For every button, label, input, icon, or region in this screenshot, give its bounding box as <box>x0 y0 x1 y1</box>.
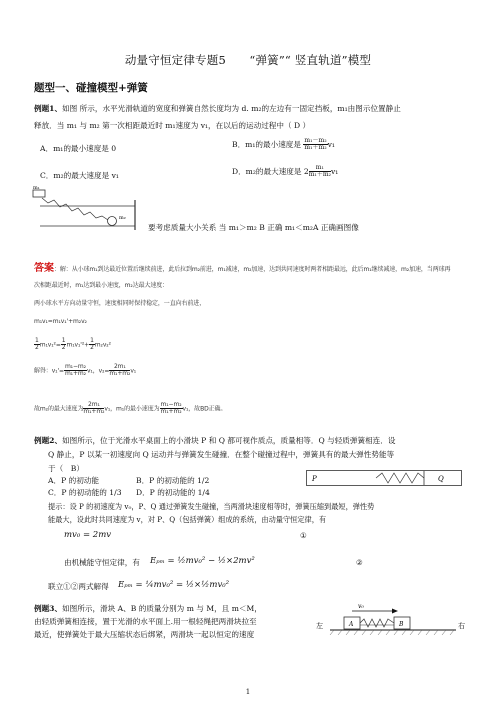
answer-line7 <box>34 402 226 416</box>
solve-frac2-num: 2m₁ <box>109 364 130 371</box>
page-number: 1 <box>245 688 251 696</box>
label-left: 左 <box>316 622 323 630</box>
ball-m2 <box>108 217 117 226</box>
ex1-option-d <box>232 165 338 179</box>
conclude-frac2-den: m₁+m₂ <box>160 408 182 416</box>
answer-line4: m₁v₁=m₁v₁'+m₂v₂ <box>34 318 87 325</box>
ex1-optb-post: v₁ <box>327 139 335 149</box>
solve-frac1-den: m₁+m₂ <box>64 370 86 378</box>
label-m2: m₂ <box>119 215 126 221</box>
solve-frac2 <box>109 364 130 378</box>
answer-line1: ：解：从小球m₁到达最近位置后继续前进，此后拉到m₂前进，m₁减速，m₂加速，达到共同速度时两者相距最远，此后m₁继续减速，m₂加速，当两球再 <box>54 266 451 273</box>
conclude-frac2-num: m₁−m₂ <box>160 401 182 408</box>
ex2-eq1: mv₀ = 2mv <box>64 530 112 540</box>
ex2-eq2: Eₚₘ = ½mv₀² − ½×2mv² <box>150 556 255 566</box>
ex1-figure <box>30 186 140 230</box>
solve-mid: v₁，v₂= <box>86 367 110 375</box>
label-a: A <box>349 621 354 628</box>
half-1-num: 1 <box>35 337 39 344</box>
solve-frac2-den: m₁+m₂ <box>109 370 131 378</box>
ex3-line2: 由轻质弹簧相连接，置于光滑的水平面上.用一根轻绳把两滑块拉至 <box>34 617 257 626</box>
solve-frac1 <box>64 364 87 378</box>
ex3-line1 <box>34 604 262 613</box>
ex1-optd-den: m₁＋m₂ <box>308 171 331 179</box>
ex1-optd-num: m₁ <box>309 165 331 172</box>
ex2-text1: 如图所示，位于光滑水平桌面上的小滑块 P 和 Q 都可视作质点，质量相等．Q 与轻质弹簧相连．设 <box>62 436 396 445</box>
ex3-figure <box>316 598 466 646</box>
answer-line5 <box>34 338 111 352</box>
half-2: $\frac{1}{2}$ <box>61 337 66 352</box>
solve-frac1-num: m₁−m₂ <box>64 363 86 370</box>
conclude-frac1-den: m₁+m₂ <box>83 408 105 416</box>
answer-line3: 两小球水平方向动量守恒，速度相同时保持稳定，一直向右前进， <box>34 300 206 307</box>
conclude-pre: 故m₂的最大速度为 <box>34 405 84 413</box>
answer-line2: 次相距最近时，m₁达到最小速度，m₂达最大速度： <box>34 282 169 289</box>
ex1-optd-post: v₁ <box>330 166 339 176</box>
ex2-option-a: A．P 的初动能 <box>48 476 99 485</box>
ex1-option-c: C．m₂的最大速度是 v₁ <box>40 171 119 180</box>
label-right: 右 <box>458 622 465 630</box>
block-m1 <box>33 190 45 197</box>
ex2-line3: 于（ B） <box>48 464 84 473</box>
energy-mid: m₁v₁'²+ <box>66 341 90 349</box>
label-m1: m₁ <box>33 185 40 191</box>
energy-right: m₂v₂² <box>94 341 111 349</box>
ex2-eq2-pre: 由机械能守恒定律，有 <box>64 558 140 567</box>
ex1-label: 例题1、 <box>34 104 63 113</box>
answer-line6 <box>34 364 136 378</box>
ex2-eq3-pre: 联立①②两式解得 <box>48 582 109 591</box>
ex1-optb-den: m₁＋m₂ <box>304 144 327 152</box>
label-p: P <box>312 475 317 483</box>
ex1-optb-num: m₁－m₂ <box>304 137 327 144</box>
ex1-line1 <box>34 104 401 113</box>
label-q: Q <box>438 475 444 483</box>
arrowhead <box>392 609 398 614</box>
ex1-line2: 释放．当 m₁ 与 m₂ 第一次相距最近时 m₁速度为 v₁，在以后的运动过程中（ D ） <box>34 121 311 130</box>
conclude-frac1-num: 2m₁ <box>83 402 104 409</box>
ex1-text1: 如图 所示，水平光滑轨道的宽度和弹簧自然长度均为 d. m₂的左边有一固定挡板，m₁由图示位置静止 <box>62 104 401 113</box>
solve-pre: 解得：v₁'= <box>34 367 64 375</box>
energy-left: m₁v₁²= <box>39 341 61 349</box>
ex2-option-c: C．P 的初动能的 1/3 <box>48 488 122 497</box>
ex2-line2: Q 静止，P 以某一初速度向 Q 运动并与弹簧发生碰撞．在整个碰撞过程中，弹簧具有的最大弹性势能等 <box>48 450 395 459</box>
ex2-eq3: Eₚₘ = ¼mv₀² = ½×½mv₀² <box>118 580 230 590</box>
ex2-eq1-no: ① <box>300 531 307 540</box>
spring-ab <box>360 619 394 627</box>
spring <box>42 198 108 220</box>
half-1: $\frac{1}{2}$ <box>35 337 39 352</box>
half-3-num: 1 <box>90 337 94 344</box>
ex2-figure <box>306 470 462 486</box>
conclude-frac1 <box>83 402 104 416</box>
ex2-hint1: 提示：设 P 的初速度为 v₀，P、Q 通过弹簧发生碰撞，当两滑块速度相等时，弹簧压缩到最短，弹性势 <box>48 502 375 511</box>
ex1-optb-pre: B．m₁的最小速度是 <box>232 139 301 149</box>
ex1-optb-fraction <box>303 138 327 152</box>
ex2-label: 例题2、 <box>34 436 63 445</box>
solve-post: v₁ <box>130 367 137 375</box>
section-heading: 题型一、碰撞模型+弹簧 <box>34 82 148 94</box>
conclude-frac2 <box>160 402 183 416</box>
ground-hatch <box>330 630 454 635</box>
half-3: $\frac{1}{2}$ <box>90 337 94 352</box>
ex2-hint2: 能最大，设此时共同速度为 v，对 P、Q（包括弹簧）组成的系统，由动量守恒定律，有 <box>48 515 327 524</box>
label-v0: v₀ <box>358 603 364 610</box>
answer-1 <box>34 256 450 275</box>
ex3-label: 例题3、 <box>34 604 63 613</box>
ex3-text1: 如图所示，滑块 A、B 的质量分别为 m 与 M，且 m＜M， <box>62 604 262 613</box>
ex2-eq2-no: ② <box>356 558 363 567</box>
label-b: B <box>399 621 404 628</box>
ex3-line3: 最近，使弹簧处于最大压缩状态后绑紧，两滑块一起以恒定的速度 <box>34 630 255 639</box>
ex1-option-a: A．m₁的最小速度是 0 <box>40 144 117 153</box>
conclude-post: v₁，故BD正确。 <box>182 405 227 413</box>
ex1-optd-fraction <box>309 165 331 179</box>
ex1-optd-pre: D．m₂的最大速度是 2 <box>232 166 309 176</box>
half-2-num: 1 <box>61 337 66 344</box>
ex2-option-b: B．P 的初动能的 1/2 <box>136 476 210 485</box>
ex2-option-d: D．P 的初动能的 1/4 <box>136 488 210 497</box>
conclude-mid: v₁，m₁的最小速度为 <box>104 405 160 413</box>
ex2-line1 <box>34 436 395 445</box>
answer-tag: 答案 <box>34 263 54 274</box>
ex1-note: 要考虑质量大小关系 当 m₁＞m₂ B 正确 m₁＜m₂A 正确画图像 <box>148 223 359 232</box>
page-title: 动量守恒定律专题5 “弹簧”“ 竖直轨道”模型 <box>124 53 372 67</box>
ex1-option-b <box>232 138 335 152</box>
